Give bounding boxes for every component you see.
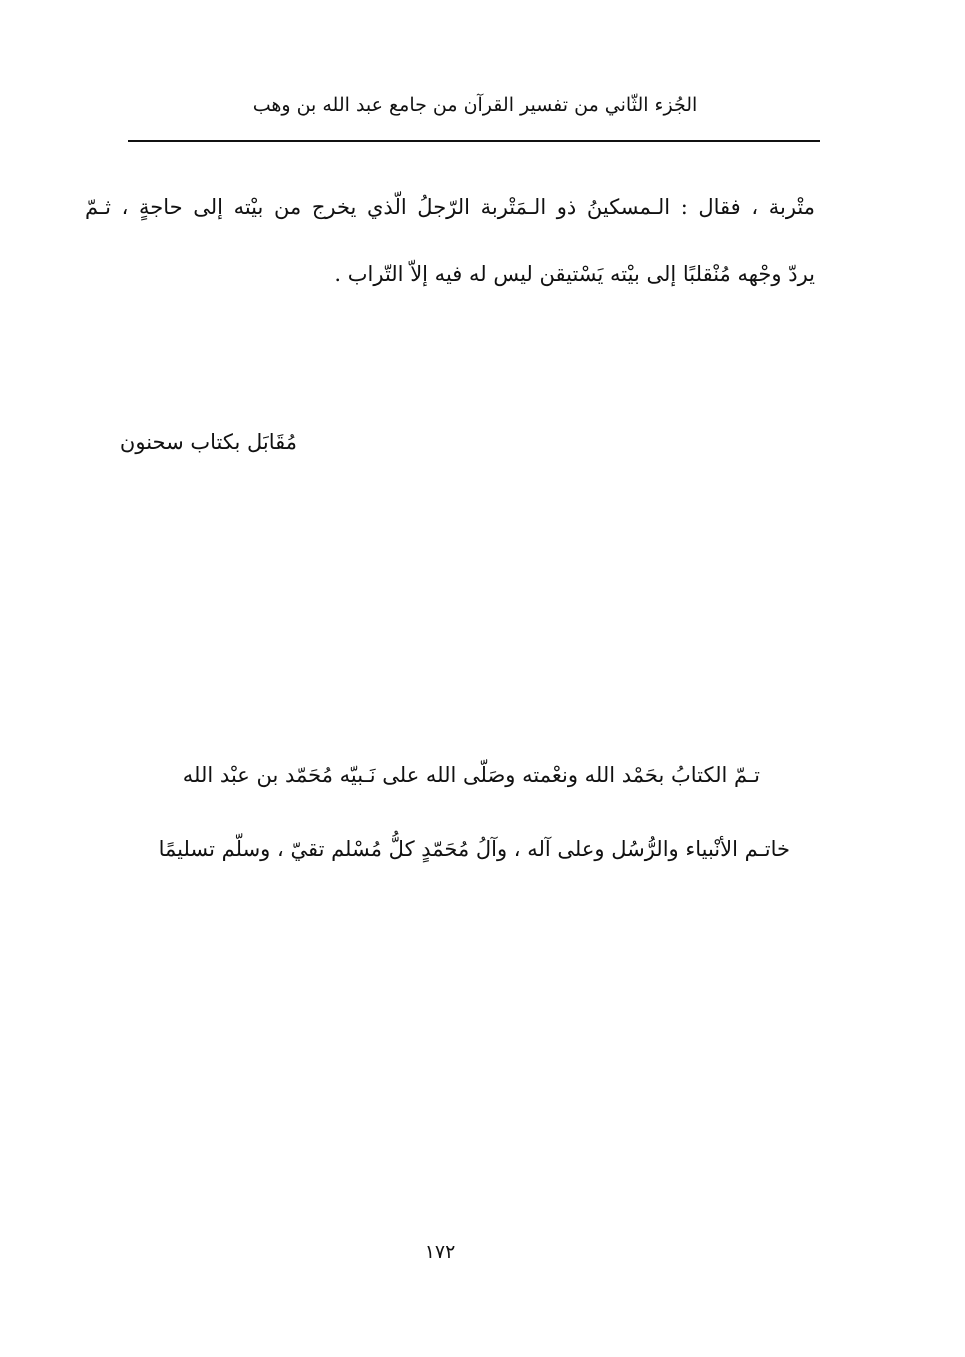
collation-note: مُقَابَل بكتاب سحنون bbox=[119, 430, 297, 454]
colophon-line-1: تـمّ الكتابُ بحَمْد الله ونعْمته وصَلّى الله على نَـبيّه مُحَمّد بن عبْد الله bbox=[182, 763, 760, 787]
running-header-title: الجُزء الثّاني من تفسير القرآن من جامع عبد الله بن وهب bbox=[252, 94, 698, 116]
colophon-line-2: خاتـم الأنْبياء والرُّسُل وعلى آله ، وآلُ مُحَمّدٍ كلُّ مُسْلم تقيّ ، وسلّم تسليمًا bbox=[158, 837, 790, 861]
body-text-line-1: متْربة ، فقال : الـمسكينُ ذو الـمَتْربة الرّجلُ الّذي يخرج من بيْته إلى حاجةٍ ، ثـمّ bbox=[85, 195, 815, 219]
page-number: ١٧٢ bbox=[424, 1241, 456, 1263]
header-divider-rule bbox=[128, 140, 820, 142]
body-text-line-2: يردّ وجْهه مُنْقلبًا إلى بيْته يَسْتيقن ليس له فيه إلاّ التّراب . bbox=[334, 262, 815, 286]
